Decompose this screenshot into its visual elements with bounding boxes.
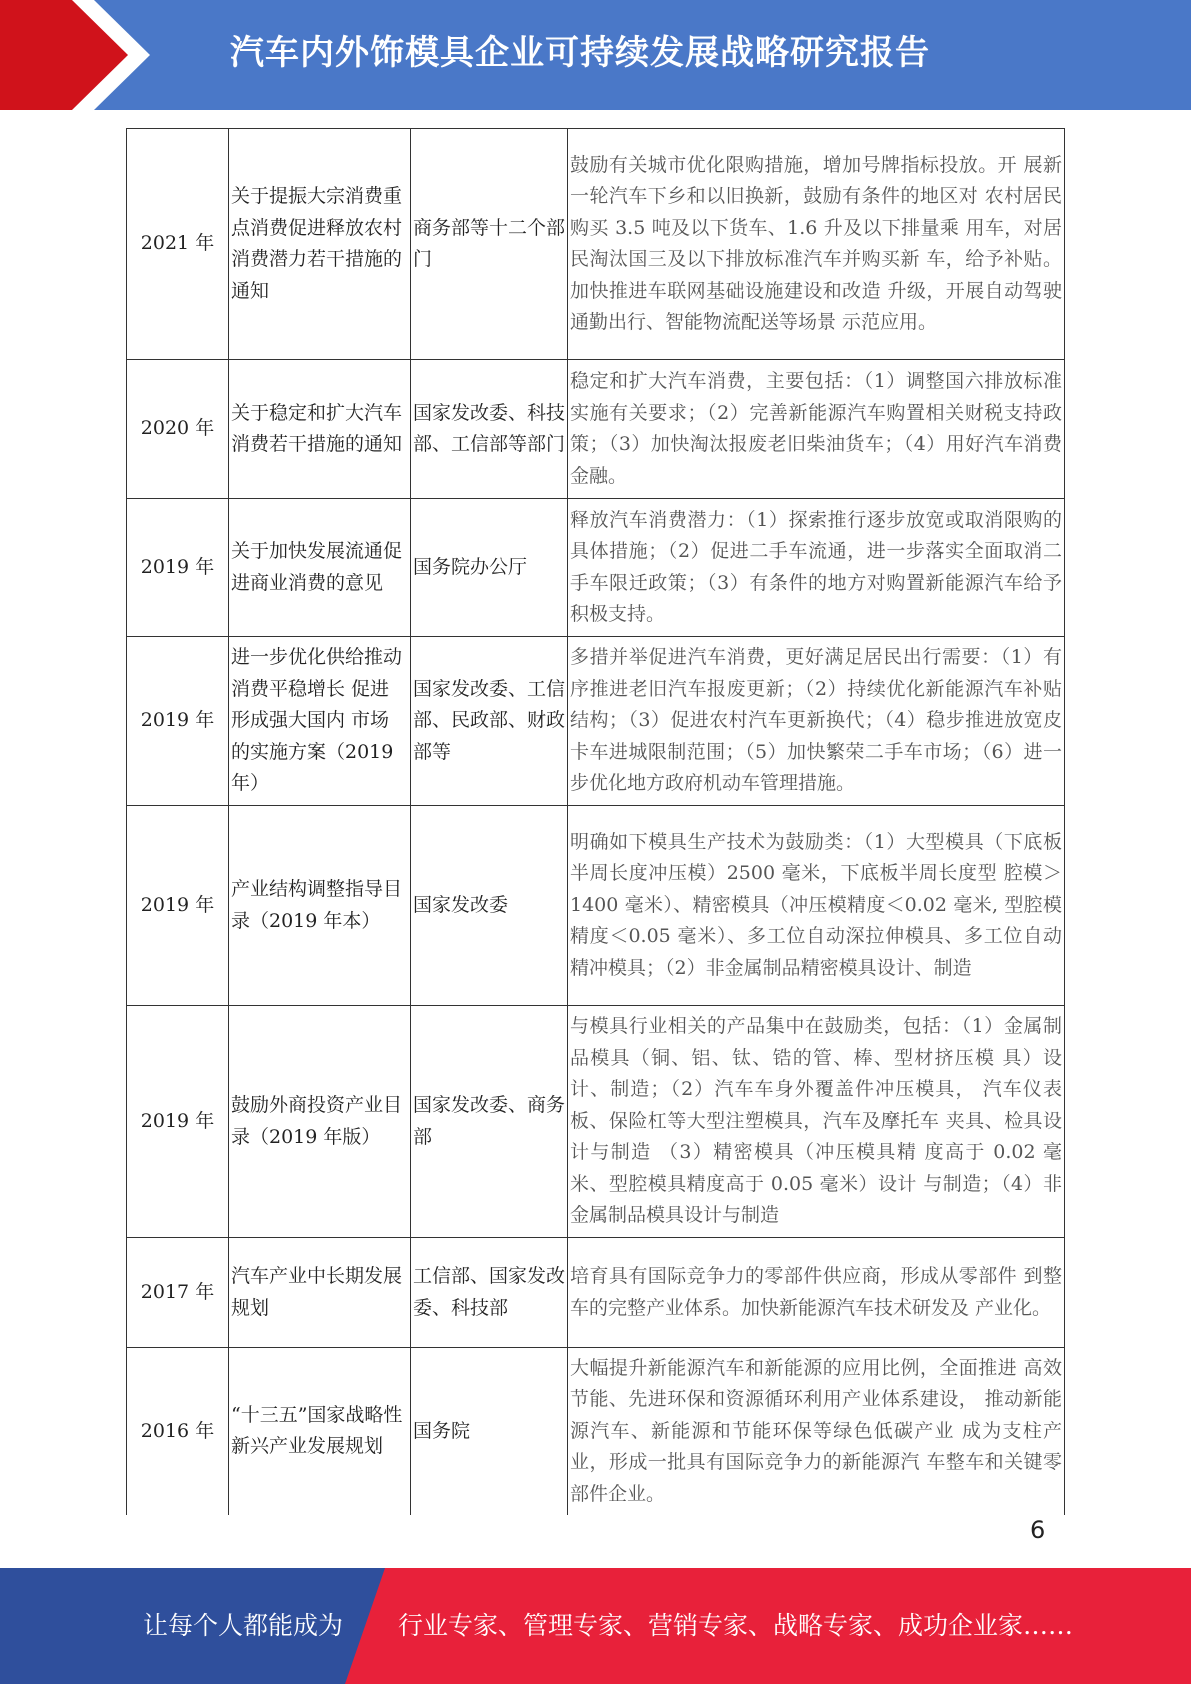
policy-name-cell: 产业结构调整指导目录（2019 年本） (229, 806, 411, 1006)
year-cell: 2020 年 (127, 360, 229, 499)
policy-content-cell: 释放汽车消费潜力：（1）探索推行逐步放宽或取消限购的具体措施；（2）促进二手车流通，进一步落实全面取消二手车限迁政策；（3）有条件的地方对购置新能源汽车给予积极支持。 (568, 499, 1065, 637)
table-row (127, 1348, 1065, 1515)
policy-name-cell: “十三五”国家战略性新兴产业发展规划 (229, 1348, 411, 1515)
red-arrow-banner (0, 0, 150, 110)
table-row (127, 806, 1065, 1006)
policy-table (126, 128, 1065, 1515)
table-row (127, 1006, 1065, 1238)
year-cell: 2019 年 (127, 806, 229, 1006)
table-row (127, 637, 1065, 806)
footer-slogan-left: 让每个人都能成为 (143, 1611, 344, 1640)
policy-name-cell: 关于稳定和扩大汽车消费若干措施的通知 (229, 360, 411, 499)
table-row (127, 499, 1065, 637)
department-cell: 国家发改委、科技部、工信部等部门 (411, 360, 568, 499)
year-cell: 2019 年 (127, 637, 229, 806)
table-row (127, 129, 1065, 360)
page-number: 6 (1030, 1516, 1046, 1544)
policy-name-cell: 关于加快发展流通促进商业消费的意见 (229, 499, 411, 637)
policy-name-cell: 鼓励外商投资产业目录（2019 年版） (229, 1006, 411, 1238)
table-row (127, 1238, 1065, 1348)
table-row (127, 360, 1065, 499)
footer-slogan-right: 行业专家、管理专家、营销专家、战略专家、成功企业家…… (398, 1611, 1074, 1640)
policy-name-cell: 关于提振大宗消费重点消费促进释放农村消费潜力若干措施的通知 (229, 129, 411, 360)
department-cell: 商务部等十二个部门 (411, 129, 568, 360)
policy-name-cell: 进一步优化供给推动消费平稳增长 促进形成强大国内 市场的实施方案（2019 年） (229, 637, 411, 806)
year-cell: 2016 年 (127, 1348, 229, 1515)
policy-name-cell: 汽车产业中长期发展规划 (229, 1238, 411, 1348)
policy-content-cell: 明确如下模具生产技术为鼓励类：（1）大型模具（下底板半周长度冲压模）2500 毫米，下底板半周长度型 腔模＞1400 毫米）、精密模具（冲压模精度＜0.02 毫米, 型腔模精度＜0.05 毫米）、多工位自动深拉伸模具、多工位自动精冲模具；（2）非金属制品精密模具设计、制造 (568, 806, 1065, 1006)
department-cell: 国务院 (411, 1348, 568, 1515)
year-cell: 2021 年 (127, 129, 229, 360)
policy-content-cell: 多措并举促进汽车消费，更好满足居民出行需要：（1）有序推进老旧汽车报废更新；（2）持续优化新能源汽车补贴结构；（3）促进农村汽车更新换代；（4）稳步推进放宽皮卡车进城限制范围；（5）加快繁荣二手车市场；（6）进一步优化地方政府机动车管理措施。 (568, 637, 1065, 806)
report-title: 汽车内外饰模具企业可持续发展战略研究报告 (230, 33, 930, 73)
policy-content-cell: 鼓励有关城市优化限购措施，增加号牌指标投放。开 展新一轮汽车下乡和以旧换新，鼓励有条件的地区对 农村居民购买 3.5 吨及以下货车、1.6 升及以下排量乘 用车，对居民淘汰国三及以下排放标准汽车并购买新 车，给予补贴。加快推进车联网基础设施建设和改造 升级，开展自动驾驶通勤出行、智能物流配送等场景 示范应用。 (568, 129, 1065, 360)
year-cell: 2019 年 (127, 1006, 229, 1238)
policy-content-cell: 大幅提升新能源汽车和新能源的应用比例，全面推进 高效节能、先进环保和资源循环利用产业体系建设， 推动新能源汽车、新能源和节能环保等绿色低碳产业 成为支柱产业，形成一批具有国际竞争力的新能源汽 车整车和关键零部件企业。 (568, 1348, 1065, 1515)
department-cell: 国家发改委 (411, 806, 568, 1006)
department-cell: 国家发改委、商务部 (411, 1006, 568, 1238)
department-cell: 国家发改委、工信部、民政部、财政部等 (411, 637, 568, 806)
page-header (0, 0, 1191, 110)
year-cell: 2017 年 (127, 1238, 229, 1348)
department-cell: 国务院办公厅 (411, 499, 568, 637)
page-footer (0, 1568, 1191, 1684)
policy-content-cell: 培育具有国际竞争力的零部件供应商，形成从零部件 到整车的完整产业体系。加快新能源汽车技术研发及 产业化。 (568, 1238, 1065, 1348)
policy-content-cell: 稳定和扩大汽车消费，主要包括：（1）调整国六排放标准实施有关要求；（2）完善新能源汽车购置相关财税支持政策；（3）加快淘汰报废老旧柴油货车；（4）用好汽车消费金融。 (568, 360, 1065, 499)
year-cell: 2019 年 (127, 499, 229, 637)
department-cell: 工信部、国家发改委、科技部 (411, 1238, 568, 1348)
policy-content-cell: 与模具行业相关的产品集中在鼓励类，包括：（1）金属制品模具（铜、铝、钛、锆的管、棒、型材挤压模 具）设计、制造；（2）汽车车身外覆盖件冲压模具， 汽车仪表板、保险杠等大型注塑模具，汽车及摩托车 夹具、检具设计与制造 （3）精密模具（冲压模具精 度高于 0.02 毫米、型腔模具精度高于 0.05 毫米）设计 与制造；（4）非金属制品模具设计与制造 (568, 1006, 1065, 1238)
